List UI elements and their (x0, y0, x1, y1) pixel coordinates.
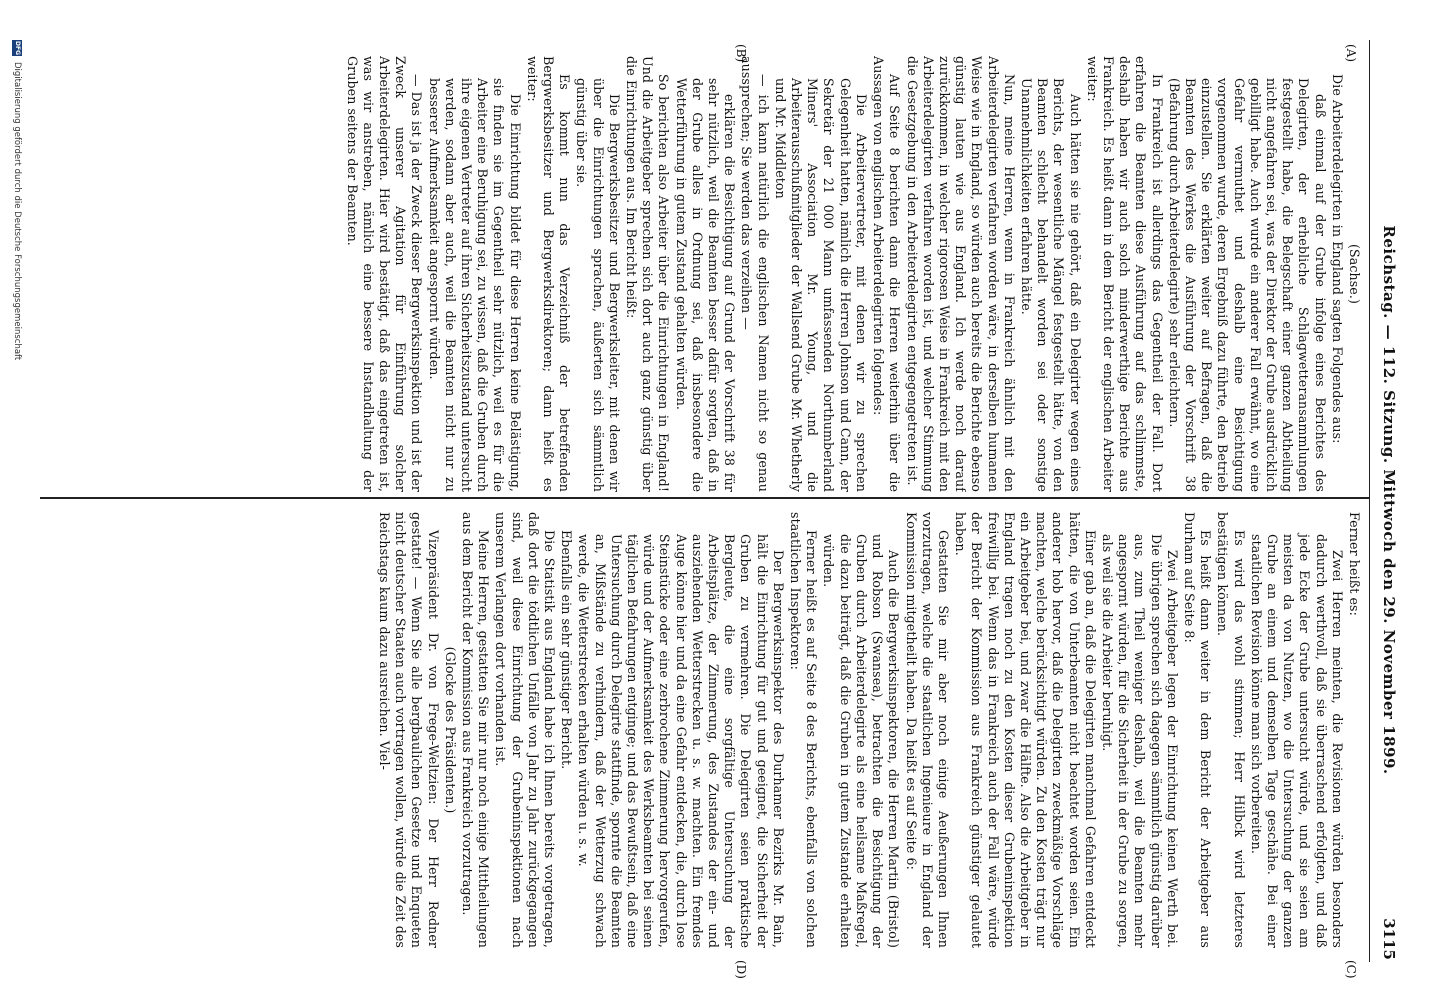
paragraph: Es kommt nun das Verzeichniß der betreffenden Bergwerksbesitzer und Bergwerksdirektoren; dann heißt es weiter: (524, 56, 573, 492)
paragraph: (Sachse.) (1347, 244, 1362, 304)
paragraph: Zwei Arbeitgeber legen der Einrichtung keinen Werth bei. Die übrigen sprechen sich dagegen sämmtlich günstig darüber aus, zum Theil weniger deshalb, weil die Beamten mehr angespornt würden, für die Sicherheit in der Grube zu sorgen, als weil sie die Arbeiter beruhigt. (1099, 534, 1180, 948)
paragraph: Ebenfalls ein sehr günstiger Bericht. (559, 530, 575, 770)
paragraph: Auch die Bergwerksinspektoren, die Herren Martin (Bristol) und Robson (Swansea), betrachten die Besichtigung der Gruben durch Arbeiterdelegirte als eine heilsame Maßregel, die dazu beiträgt, daß die Gruben in gutem Zustande erhalten würden. (821, 534, 902, 948)
paragraph: Es heißt dann weiter in dem Bericht der Arbeitgeber aus Durham auf Seite 8: (1181, 512, 1214, 948)
paragraph: Die Arbeiterdelegirten in England sagten Folgendes aus: (1329, 74, 1345, 444)
paragraph: erklären die Besichtigung auf Grund der Vorschrift 38 für sehr nützlich, weil die Beamten besser dafür sorgten, daß in der Grube alles in Ordnung sei, daß insbesondere die Wetterführung in gutem Zustand gehalten würden. (673, 78, 738, 492)
paragraph: In Frankreich ist allerdings das Gegentheil der Fall. Dort erfahren die Beamten diese Ausführung auf das schlimmste, deshalb haben wir auch solch minderwerthige Berichte aus Frankreich. Es heißt dann in dem Bericht der englischen Arbeiter weiter: (1084, 56, 1165, 492)
paragraph: Ferner heißt es: (1347, 512, 1362, 616)
footer-credit: Digitalisierung gefördert durch die Deutsche Forschungsgemeinschaft (12, 62, 22, 361)
dfg-logo: DFG (14, 40, 21, 55)
paragraph: Es wird das wohl stimmen; Herr Hilbck wird letzteres bestätigen können. (1215, 512, 1247, 948)
page-header (1372, 40, 1398, 960)
margin-marker-b: (B) (734, 44, 748, 63)
paragraph: Die Einrichtung bildet für diese Herren keine Belästigung, sie finden sie im Gegentheil sehr nützlich, weil es für die Arbeiter eine Beruhigung sei, zu wissen, daß die Gruben durch ihre eigenen Vertreter auf ihren Sicherheitszustand untersucht werden, sodann aber auch, weil die Beamten nicht nur zu besserer Aufmerksamkeit angespornt würden. (426, 78, 523, 492)
paragraph: Der Bergwerksinspektor des Durhamer Bezirks Mr. Bain, hält die Einrichtung für gut und geeignet, die Sicherheit der Gruben zu vermehren. Die Delegirten seien praktische Bergleute, die eine sorgfältige Untersuchung der Arbeitsplätze, der Zimmerung, des Zustandes der ein- und ausziehenden Wetterstrecken u. s. w. machten. Ein fremdes Auge könne hier und da eine Gefahr entdecken, die, durch lose Steinstücke oder eine zerbrochene Zimmerung hervorgerufen, würde und der Aufmerksamkeit des Werksbeamten bei seinen täglichen Befahrungen entginge; und das Bewußtsein, daß eine Untersuchung durch Delegirte stattfinde, spornte die Beamten an, Mißstände zu verhindern, daß der Wetterzug schwach werde, die Wetterstrecken erhalten würden u. s. w. (576, 534, 786, 948)
page-footer (6, 40, 22, 960)
paragraph: daß einmal auf der Grube infolge eines Berichtes des Delegirten, der erhebliche Schlagwetteransammlungen festgestellt habe, die Belegschaft einer ganzen Abtheilung nicht angefahren sei, was der Direktor der Grube ausdrücklich gebilligt habe. Auch wurde ein anderer Fall erwähnt, wo eine Gefahr vermuthet und deshalb eine Besichtigung vorgenommen wurde, deren Ergebniß dazu führte, den Betrieb einzustellen. Sie erklärten weiter auf Befragen, daß die Beamten des Werkes die Ausführung der Vorschrift 38 (Befahrung durch Arbeiterdelegirte) sehr erleichtern. (1166, 78, 1328, 492)
paragraph: Meine Herren, gestatten Sie mir nur noch einige Mittheilungen aus dem Bericht der Kommission aus Frankreich vorzutragen. (460, 512, 492, 948)
column-divider (40, 497, 1370, 499)
paragraph: Einer gab an, daß die Delegirten manchmal Gefahren entdeckt hätten, die von Unterbeamten nicht beachtet worden seien. Ein anderer hob hervor, daß die Delegirten zweckmäßige Vorschläge machten, welche berücksichtigt würden. Zu den Kosten trägt nur ein Arbeitgeber bei, und zwar die Hälfte. Also die Arbeitgeber in England tragen noch zu den Kosten dieser Grubeninspektion freiwillig bei. Wenn das in Frankreich auch der Fall wäre, würde der Bericht der Kommission aus Frankreich günstiger gelautet haben. (953, 512, 1098, 948)
page-number: 3115 (1380, 918, 1398, 960)
left-column (42, 56, 1362, 492)
right-column (42, 512, 1362, 948)
margin-marker-a: (A) (1344, 44, 1358, 63)
paragraph: Die Statistik aus England habe ich Ihnen bereits vorgetragen, daß dort die tödtlichen Unfälle von Jahr zu Jahr zurückgegangen sind, weil diese Einrichtung der Grubeninspektionen nach unserem Verlangen dort vorhanden ist. (493, 512, 558, 948)
paragraph: Auch hätten sie nie gehört, daß ein Delegirter wegen eines Berichts, der wesentliche Mängel festgestellt hätte, von den Beamten schlecht behandelt worden sei oder sonstige Unannehmlichkeiten erfahren hätte. (1018, 78, 1083, 492)
paragraph: — ich kann natürlich die englischen Namen nicht so genau aussprechen; Sie werden das verzeihen — (739, 56, 771, 492)
paragraph: Zwei Herren meinten, die Revisionen würden besonders dadurch werthvoll, daß sie überraschend erfolgten, und daß jede Ecke der Grube untersucht würde, und sie seien am meisten da von Nutzen, wo die Untersuchung der ganzen Grube an einem und demselben Tage geschähe. Bei einer staatlichen Revision könne man sich vorbereiten. (1248, 534, 1345, 948)
paragraph: (Glocke des Präsidenten.) (442, 646, 458, 814)
page-title: Reichstag. — 112. Sitzung. Mittwoch den 29. November 1899. (1380, 225, 1398, 775)
margin-marker-d: (D) (734, 960, 748, 979)
paragraph: So berichten also Arbeiter über die Einrichtungen in England! Und die Arbeitgeber sprechen sich dort auch ganz günstig über die Einrichtungen aus. Im Bericht heißt: (624, 56, 672, 492)
margin-marker-c: (C) (1344, 960, 1358, 979)
paragraph: Die Arbeitervertreter, mit denen wir zu sprechen Gelegenheit hatten, nämlich die Herren Johnson und Cann, der Sekretär der 21 000 Mann umfassenden Northumberland Miners' Association Mr. Young, und die Arbeiterausschußmitglieder der Wallsend Grube Mr. Whetherly und Mr. Middleton (772, 78, 869, 492)
paragraph: — Das ist ja der Zweck dieser Bergwerksinspektion und ist der Zweck unserer Agitation für Einführung solcher Arbeiterdelegirten. Hier wird bestätigt, daß das eingetreten ist, was wir anstreben, nämlich eine bessere Instandhaltung der Gruben seitens der Beamten. (344, 56, 425, 492)
paragraph: Ferner heißt es auf Seite 8 des Berichts, ebenfalls von solchen staatlichen Inspektoren: (788, 512, 820, 948)
paragraph: Vizepräsident Dr. von Frege-Weltzien: Der Herr Redner gestatte! — Wenn Sie alle bergbaulichen Gesetze und Enqueten nicht deutscher Staaten auch vortragen wollen, würde die Zeit des Reichstags kaum dazu ausreichen. Viel- (377, 512, 441, 948)
paragraph: Gestatten Sie mir aber noch einige Aeußerungen Ihnen vorzutragen, welche die staatlichen Ingenieure in England der Kommission mitgetheilt haben. Da heißt es auf Seite 6: (903, 512, 951, 948)
paragraph: Auf Seite 8 berichten dann die Herren weiterhin über die Aussagen von englischen Arbeiterdelegirten folgendes: (871, 56, 903, 492)
paragraph: Nun, meine Herren, wenn in Frankreich ähnlich mit den Arbeiterdelegirten verfahren worden wäre, in derselben humanen Weise wie in England, so würden auch bereits die Berichte ebenso günstig lauten wie aus England. Ich werde noch darauf zurückkommen, in welcher rigorosen Weise in Frankreich mit den Arbeiterdelegirten verfahren worden ist, und welcher Stimmung die Gesetzgebung in den Arbeiterdelegirten entgegengetreten ist. (904, 56, 1017, 492)
header-rule (1369, 40, 1370, 962)
paragraph: Die Bergwerksbesitzer und Bergwerksleiter, mit denen wir über die Einrichtungen sprachen, äußerten sich sämmtlich günstig über sie. (574, 78, 622, 492)
